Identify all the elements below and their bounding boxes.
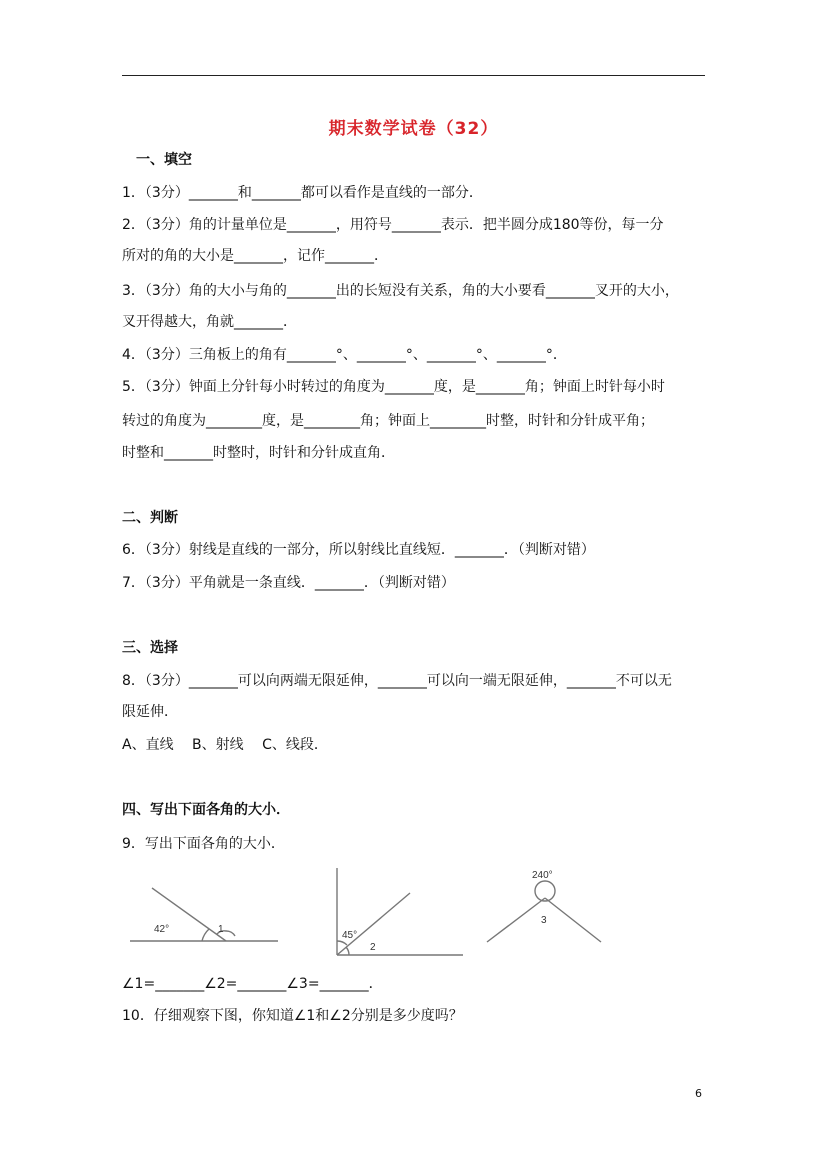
question-5-line-1: 5．（3分）钟面上分针每小时转过的角度为_______度，是_______角；钟面上时针每小时	[122, 379, 665, 395]
section-heading-choice: 三、选择	[122, 640, 178, 656]
section-heading-angles: 四、写出下面各角的大小．	[122, 802, 290, 818]
question-2-line-2: 所对的角的大小是_______，记作_______．	[122, 248, 388, 264]
angle-figure-1	[130, 888, 278, 941]
question-9-answers: ∠1=_______∠2=_______∠3=_______．	[122, 976, 383, 992]
question-5-line-2: 转过的角度为________度，是________角；钟面上________时整，时针和分针成平角；	[122, 413, 654, 429]
question-4: 4．（3分）三角板上的角有_______°、_______°、_______°、_______°．	[122, 347, 567, 363]
figure-2-label: 2	[370, 942, 376, 953]
question-3-line-2: 叉开得越大，角就_______．	[122, 314, 297, 330]
angle-figure-3	[487, 881, 601, 942]
question-8-line-2: 限延伸．	[122, 704, 178, 720]
figure-3-given-angle: 240°	[532, 870, 553, 881]
question-2-line-1: 2．（3分）角的计量单位是_______，用符号_______表示．把半圆分成180等份，每一分	[122, 217, 664, 233]
angle-figures	[120, 862, 620, 968]
figure-2-given-angle: 45°	[342, 930, 358, 941]
page-number: 6	[695, 1087, 702, 1100]
question-5-line-3: 时整和_______时整时，时针和分针成直角．	[122, 445, 395, 461]
question-1: 1．（3分）_______和_______都可以看作是直线的一部分．	[122, 185, 483, 201]
page-title: 期末数学试卷（32）	[328, 119, 499, 139]
question-6: 6．（3分）射线是直线的一部分，所以射线比直线短．_______．（判断对错）	[122, 542, 595, 558]
section-heading-judge: 二、判断	[122, 510, 178, 526]
question-8-line-1: 8．（3分）_______可以向两端无限延伸，_______可以向一端无限延伸，_______不可以无	[122, 673, 672, 689]
header-rule	[122, 75, 705, 76]
question-7: 7．（3分）平角就是一条直线．_______．（判断对错）	[122, 575, 455, 591]
question-8-options: A、直线 B、射线 C、线段．	[122, 737, 328, 753]
figure-3-label: 3	[541, 915, 547, 926]
figure-1-given-angle: 42°	[154, 924, 170, 935]
question-3-line-1: 3．（3分）角的大小与角的_______出的长短没有关系，角的大小要看_______叉开的大小，	[122, 283, 679, 299]
question-9: 9．写出下面各角的大小．	[122, 836, 285, 852]
angle-figure-2	[337, 868, 463, 955]
figure-1-label: 1	[218, 924, 224, 935]
section-heading-fill: 一、填空	[136, 152, 192, 168]
question-10: 10．仔细观察下图，你知道∠1和∠2分别是多少度吗？	[122, 1008, 463, 1024]
